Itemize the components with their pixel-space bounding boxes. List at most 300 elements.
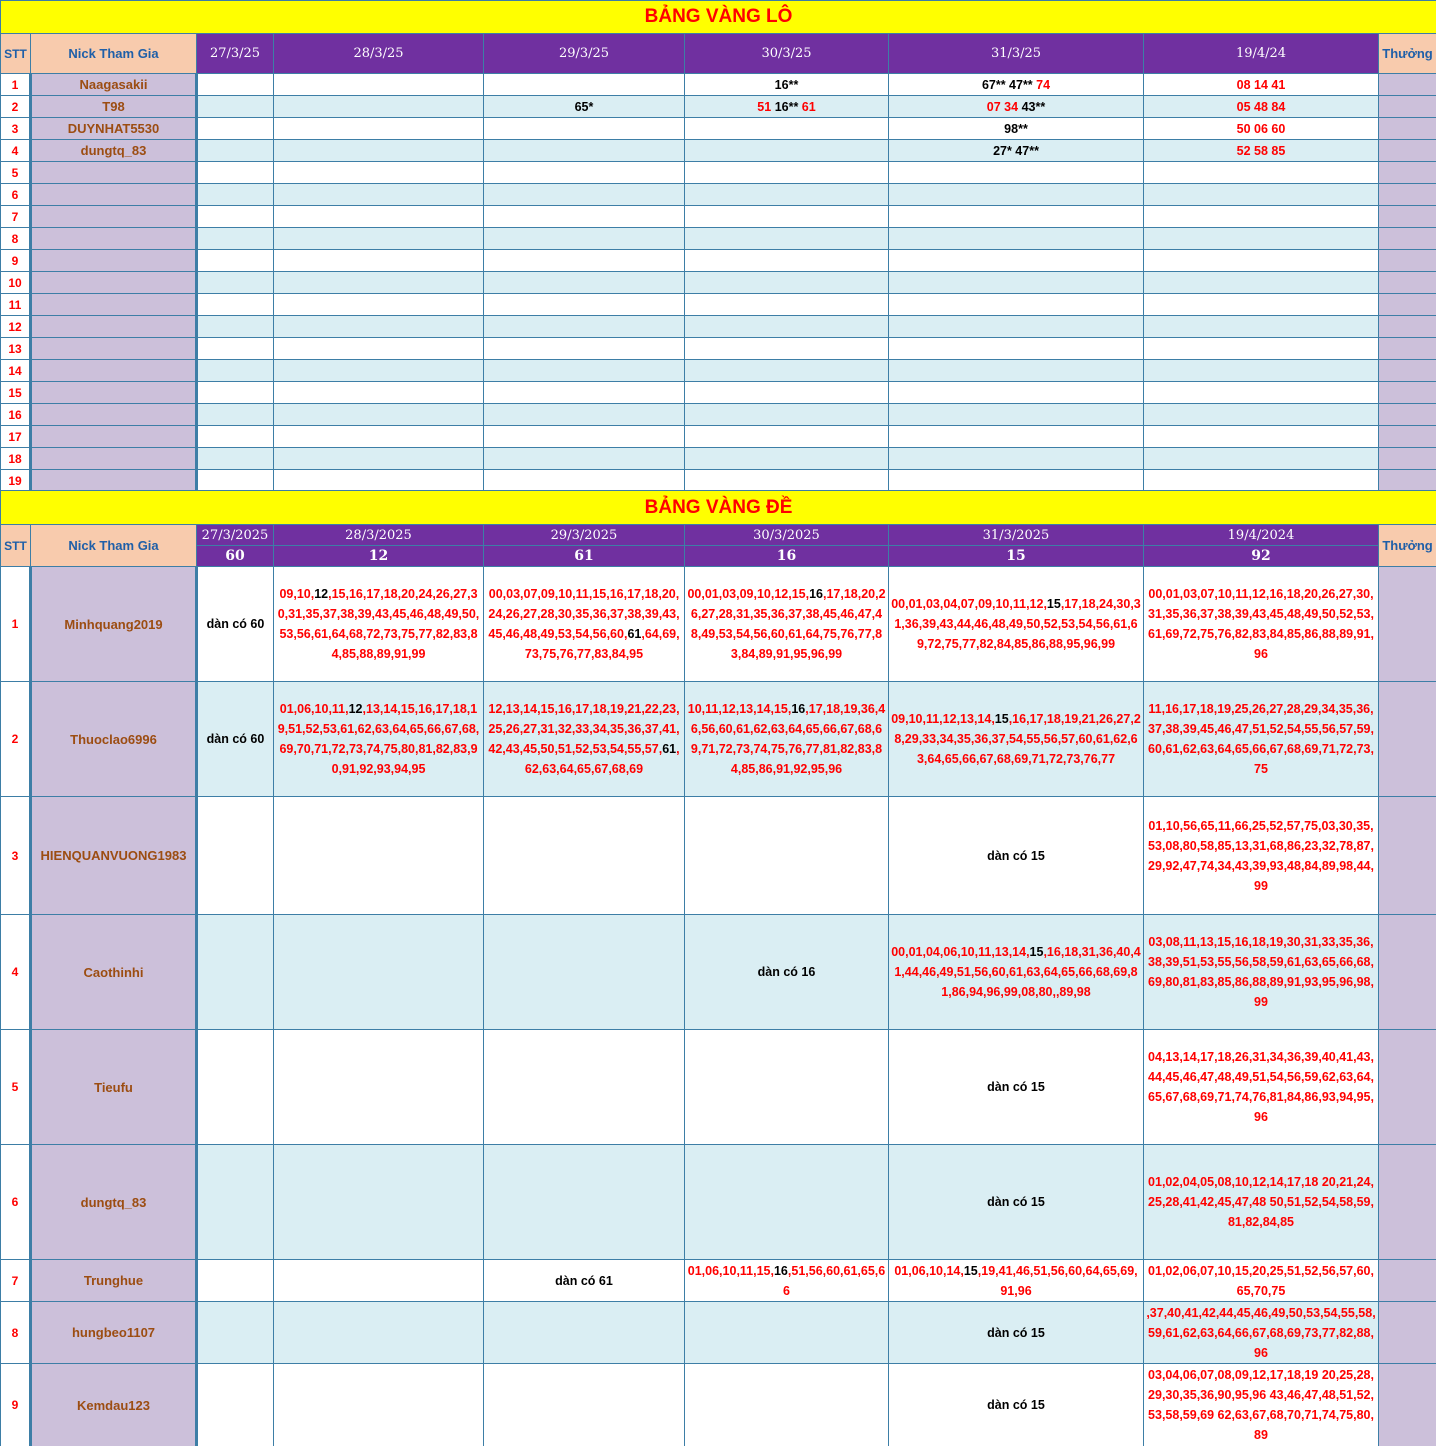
stt-cell: 4 — [1, 915, 31, 1030]
date-cell — [484, 1302, 685, 1364]
de-thuong-header: Thưởng — [1379, 525, 1436, 567]
thuong-cell — [1379, 470, 1436, 492]
thuong-cell — [1379, 96, 1436, 118]
nick-cell — [31, 360, 197, 382]
date-cell — [1144, 118, 1379, 140]
date-cell — [685, 74, 889, 96]
cell-value-segment: dàn có 60 — [206, 617, 265, 631]
thuong-cell — [1379, 382, 1436, 404]
thuong-cell — [1379, 1030, 1436, 1145]
date-cell — [197, 1145, 274, 1260]
date-cell — [197, 682, 274, 797]
date-cell — [197, 250, 274, 272]
date-cell — [197, 915, 274, 1030]
cell-value-segment: 04,13,14,17,18,26,31,34,36,39,40,41,43,44,45,46,47,48,49,51,54,56,59,62,63,64,65,67,68,69,71,74,76,81,84,86,93,94,95,96 — [1148, 1050, 1374, 1124]
table-row — [1, 382, 1436, 404]
thuong-cell — [1379, 567, 1436, 682]
table-row — [1, 74, 1436, 96]
cell-value-segment: dàn có 15 — [987, 1398, 1045, 1412]
table-row — [1, 206, 1436, 228]
date-cell — [197, 1030, 274, 1145]
cell-value-segment: 15 — [963, 1263, 978, 1278]
date-cell — [685, 1364, 889, 1446]
nick-cell — [31, 426, 197, 448]
table-row — [1, 118, 1436, 140]
lo-date-header: 29/3/25 — [484, 34, 685, 74]
de-result: 16 — [685, 546, 889, 567]
stt-cell: 14 — [1, 360, 31, 382]
date-cell — [274, 1145, 484, 1260]
nick-cell — [31, 272, 197, 294]
date-cell — [889, 316, 1144, 338]
date-cell — [274, 228, 484, 250]
date-cell — [484, 294, 685, 316]
table-row — [1, 915, 1436, 1030]
de-nick-header: Nick Tham Gia — [31, 525, 197, 567]
date-cell — [197, 1302, 274, 1364]
date-cell — [274, 338, 484, 360]
cell-value-segment: 00,01,03,07,10,11,12,16,18,20,26,27,30,31,35,36,37,38,39,43,45,48,49,50,52,53,61,69,72,75,76,82,83,84,85,86,88,89,91,96 — [1148, 587, 1374, 661]
date-cell — [1144, 294, 1379, 316]
stt-cell: 9 — [1, 250, 31, 272]
date-cell — [685, 1145, 889, 1260]
cell-value-segment: 65* — [574, 99, 594, 114]
table-row — [1, 797, 1436, 915]
cell-value-segment: 16 — [773, 1263, 788, 1278]
cell-value-segment: 00,03,07,09,10,11,15,16,17,18,20,24,26,27,28,30,35,36,37,38,39,43,45,46,48,49,53,54,56,60, — [488, 587, 680, 641]
de-result: 12 — [274, 546, 484, 567]
date-cell — [889, 360, 1144, 382]
date-cell — [274, 250, 484, 272]
cell-value-segment: 67** 47** — [981, 77, 1037, 92]
nick-cell: Caothinhi — [31, 915, 197, 1030]
date-cell — [1144, 448, 1379, 470]
nick-cell — [31, 294, 197, 316]
nick-cell — [31, 162, 197, 184]
date-cell — [274, 404, 484, 426]
table-row — [1, 272, 1436, 294]
table-row — [1, 470, 1436, 492]
thuong-cell — [1379, 915, 1436, 1030]
date-cell — [197, 228, 274, 250]
stt-cell: 7 — [1, 1260, 31, 1302]
date-cell — [889, 118, 1144, 140]
date-cell — [889, 184, 1144, 206]
date-cell — [274, 1302, 484, 1364]
date-cell — [889, 250, 1144, 272]
thuong-cell — [1379, 797, 1436, 915]
cell-value-segment: 01,02,06,07,10,15,20,25,51,52,56,57,60,65,70,75 — [1148, 1263, 1374, 1298]
date-cell — [484, 206, 685, 228]
stt-cell: 2 — [1, 96, 31, 118]
date-cell — [685, 426, 889, 448]
date-cell — [889, 162, 1144, 184]
lo-date-header: 27/3/25 — [197, 34, 274, 74]
date-cell — [197, 404, 274, 426]
date-cell — [484, 184, 685, 206]
lo-table — [0, 0, 1436, 492]
date-cell — [197, 382, 274, 404]
date-cell — [889, 294, 1144, 316]
de-date-header: 29/3/2025 — [484, 525, 685, 546]
date-cell — [274, 184, 484, 206]
thuong-cell — [1379, 1364, 1436, 1446]
date-cell — [1144, 1145, 1379, 1260]
nick-cell: DUYNHAT5530 — [31, 118, 197, 140]
nick-cell: Minhquang2019 — [31, 567, 197, 682]
cell-value-segment: dàn có 16 — [757, 965, 816, 979]
de-date-header: 19/4/2024 — [1144, 525, 1379, 546]
cell-value-segment: 00,01,04,06,10,11,13,14, — [891, 945, 1030, 959]
date-cell — [889, 915, 1144, 1030]
de-date-header: 31/3/2025 — [889, 525, 1144, 546]
cell-value-segment: 01,06,10,14, — [894, 1263, 964, 1278]
date-cell — [484, 140, 685, 162]
nick-cell — [31, 382, 197, 404]
date-cell — [274, 1030, 484, 1145]
date-cell — [197, 426, 274, 448]
table-row — [1, 1302, 1436, 1364]
date-cell — [889, 404, 1144, 426]
date-cell — [1144, 404, 1379, 426]
cell-value-segment: 03,04,06,07,08,09,12,17,18,19 20,25,28,29,30,35,36,90,95,96 43,46,47,48,51,52,53,58,59,69 62,63,67,68,70,71,74,75,80,89 — [1148, 1368, 1374, 1442]
nick-cell: Thuoclao6996 — [31, 682, 197, 797]
stt-cell: 6 — [1, 184, 31, 206]
stt-cell: 17 — [1, 426, 31, 448]
date-cell — [1144, 426, 1379, 448]
date-cell — [889, 382, 1144, 404]
date-cell — [685, 1260, 889, 1302]
date-cell — [274, 1260, 484, 1302]
stt-cell: 19 — [1, 470, 31, 492]
cell-value-segment: ,15,16,17,18,20,24,26,27,30,31,35,37,38,39,43,45,46,48,49,50,53,56,61,64,68,72,73,75,77,82,83,84,85,88,89,91,99 — [277, 587, 480, 661]
lo-thuong-header: Thưởng — [1379, 34, 1436, 74]
date-cell — [1144, 915, 1379, 1030]
cell-value-segment: 09,10,11,12,13,14, — [891, 712, 995, 726]
de-title: BẢNG VÀNG ĐỀ — [1, 491, 1436, 525]
date-cell — [1144, 1030, 1379, 1145]
date-cell — [484, 382, 685, 404]
date-cell — [685, 404, 889, 426]
stt-cell: 3 — [1, 118, 31, 140]
date-cell — [197, 797, 274, 915]
thuong-cell — [1379, 184, 1436, 206]
date-cell — [484, 448, 685, 470]
nick-cell: Naagasakii — [31, 74, 197, 96]
cell-value-segment: 61 — [627, 627, 642, 641]
stt-cell: 12 — [1, 316, 31, 338]
date-cell — [484, 404, 685, 426]
date-cell — [889, 272, 1144, 294]
date-cell — [197, 360, 274, 382]
date-cell — [484, 316, 685, 338]
date-cell — [889, 206, 1144, 228]
date-cell — [1144, 206, 1379, 228]
cell-value-segment: 08 14 41 — [1236, 77, 1286, 92]
stt-cell: 5 — [1, 1030, 31, 1145]
cell-value-segment: 15 — [1029, 945, 1044, 959]
date-cell — [1144, 140, 1379, 162]
date-cell — [685, 118, 889, 140]
cell-value-segment: 61 — [662, 742, 677, 756]
date-cell — [685, 294, 889, 316]
stt-cell: 10 — [1, 272, 31, 294]
de-result: 61 — [484, 546, 685, 567]
table-row — [1, 294, 1436, 316]
date-cell — [1144, 360, 1379, 382]
cell-value-segment: 27* 47** — [993, 143, 1039, 158]
stt-cell: 1 — [1, 567, 31, 682]
date-cell — [274, 448, 484, 470]
date-cell — [889, 682, 1144, 797]
nick-cell: dungtq_83 — [31, 1145, 197, 1260]
date-cell — [274, 140, 484, 162]
de-stt-header: STT — [1, 525, 31, 567]
date-cell — [484, 118, 685, 140]
date-cell — [889, 1364, 1144, 1446]
nick-cell: hungbeo1107 — [31, 1302, 197, 1364]
de-result: 60 — [197, 546, 274, 567]
thuong-cell — [1379, 206, 1436, 228]
table-row — [1, 162, 1436, 184]
cell-value-segment: dàn có 15 — [987, 1325, 1045, 1340]
date-cell — [889, 1302, 1144, 1364]
date-cell — [197, 96, 274, 118]
thuong-cell — [1379, 294, 1436, 316]
date-cell — [685, 567, 889, 682]
cell-value-segment: 15 — [994, 712, 1009, 726]
lo-date-header: 30/3/25 — [685, 34, 889, 74]
date-cell — [889, 140, 1144, 162]
nick-cell — [31, 470, 197, 492]
cell-value-segment: 50 06 60 — [1236, 121, 1286, 136]
cell-value-segment: 01,10,56,65,11,66,25,52,57,75,03,30,35,53,08,80,58,85,13,31,68,86,23,32,78,87,29,92,47,74,34,43,39,93,48,84,89,98,44,99 — [1148, 818, 1374, 893]
date-cell — [889, 1260, 1144, 1302]
cell-value-segment: 16 — [791, 702, 806, 716]
stt-cell: 1 — [1, 74, 31, 96]
date-cell — [685, 1302, 889, 1364]
date-cell — [484, 338, 685, 360]
cell-value-segment: ,16,18,31,36,40,41,44,46,49,51,56,60,61,63,64,65,66,68,69,81,86,94,96,99,08,80,,89,98 — [894, 945, 1141, 999]
table-row — [1, 338, 1436, 360]
date-cell — [197, 338, 274, 360]
date-cell — [484, 1364, 685, 1446]
stt-cell: 2 — [1, 682, 31, 797]
date-cell — [274, 470, 484, 492]
stt-cell: 4 — [1, 140, 31, 162]
date-cell — [889, 470, 1144, 492]
date-cell — [685, 316, 889, 338]
date-cell — [685, 682, 889, 797]
cell-value-segment: ,19,41,46,51,56,60,64,65,69,91,96 — [977, 1263, 1138, 1298]
date-cell — [1144, 184, 1379, 206]
date-cell — [1144, 338, 1379, 360]
date-cell — [1144, 797, 1379, 915]
cell-value-segment: ,17,18,20,26,27,28,31,35,36,37,38,45,46,47,48,49,53,54,56,60,61,64,75,76,77,83,84,89,91,95,96,99 — [690, 587, 886, 661]
date-cell — [274, 162, 484, 184]
table-row — [1, 426, 1436, 448]
cell-value-segment: 15 — [1046, 597, 1061, 611]
cell-value-segment: 12 — [348, 702, 363, 716]
stt-cell: 18 — [1, 448, 31, 470]
date-cell — [685, 96, 889, 118]
date-cell — [484, 272, 685, 294]
thuong-cell — [1379, 162, 1436, 184]
thuong-cell — [1379, 404, 1436, 426]
cell-value-segment: dàn có 15 — [987, 1195, 1045, 1209]
stt-cell: 9 — [1, 1364, 31, 1446]
date-cell — [484, 96, 685, 118]
date-cell — [1144, 96, 1379, 118]
cell-value-segment: dàn có 60 — [206, 732, 265, 746]
cell-value-segment: 01,06,10,11, — [279, 702, 349, 716]
date-cell — [1144, 272, 1379, 294]
date-cell — [274, 294, 484, 316]
nick-cell: dungtq_83 — [31, 140, 197, 162]
lo-date-header: 28/3/25 — [274, 34, 484, 74]
date-cell — [197, 140, 274, 162]
cell-value-segment: 74 — [1036, 77, 1051, 92]
date-cell — [889, 426, 1144, 448]
date-cell — [274, 74, 484, 96]
nick-cell: Kemdau123 — [31, 1364, 197, 1446]
de-result: 15 — [889, 546, 1144, 567]
nick-cell: HIENQUANVUONG1983 — [31, 797, 197, 915]
date-cell — [484, 360, 685, 382]
date-cell — [274, 682, 484, 797]
date-cell — [889, 338, 1144, 360]
de-date-header: 30/3/2025 — [685, 525, 889, 546]
thuong-cell — [1379, 1260, 1436, 1302]
table-row — [1, 1260, 1436, 1302]
cell-value-segment: 52 58 85 — [1236, 143, 1286, 158]
cell-value-segment: 61 — [801, 99, 816, 114]
table-row — [1, 316, 1436, 338]
nick-cell — [31, 448, 197, 470]
cell-value-segment: 01,02,04,05,08,10,12,14,17,18 20,21,24,25,28,41,42,45,47,48 50,51,52,54,58,59,81,82,84,85 — [1148, 1175, 1374, 1229]
date-cell — [274, 426, 484, 448]
date-cell — [197, 74, 274, 96]
date-cell — [484, 797, 685, 915]
cell-value-segment: 43** — [1021, 99, 1046, 114]
date-cell — [274, 96, 484, 118]
cell-value-segment: 98** — [1004, 121, 1028, 136]
date-cell — [685, 140, 889, 162]
nick-cell: T98 — [31, 96, 197, 118]
table-row — [1, 1145, 1436, 1260]
cell-value-segment: 03,08,11,13,15,16,18,19,30,31,33,35,36,38,39,51,53,55,56,58,59,61,63,65,66,68,69,80,81,83,85,86,88,89,91,93,95,96,98,99 — [1148, 935, 1374, 1009]
cell-value-segment: 05 48 84 — [1236, 99, 1286, 114]
table-row — [1, 1030, 1436, 1145]
stt-cell: 5 — [1, 162, 31, 184]
date-cell — [1144, 228, 1379, 250]
date-cell — [889, 1030, 1144, 1145]
cell-value-segment: ,17,18,24,30,31,36,39,43,44,46,48,49,50,52,53,54,56,61,69,72,75,77,82,84,85,86,88,95,96,99 — [894, 597, 1141, 651]
stt-cell: 6 — [1, 1145, 31, 1260]
de-date-header: 27/3/2025 — [197, 525, 274, 546]
date-cell — [197, 184, 274, 206]
date-cell — [1144, 470, 1379, 492]
date-cell — [274, 206, 484, 228]
date-cell — [889, 567, 1144, 682]
thuong-cell — [1379, 228, 1436, 250]
table-row — [1, 404, 1436, 426]
date-cell — [685, 1030, 889, 1145]
date-cell — [1144, 162, 1379, 184]
thuong-cell — [1379, 1145, 1436, 1260]
date-cell — [1144, 1302, 1379, 1364]
stt-cell: 8 — [1, 228, 31, 250]
lo-date-header: 31/3/25 — [889, 34, 1144, 74]
table-row — [1, 184, 1436, 206]
date-cell — [484, 426, 685, 448]
thuong-cell — [1379, 426, 1436, 448]
date-cell — [1144, 250, 1379, 272]
nick-cell — [31, 250, 197, 272]
date-cell — [685, 470, 889, 492]
thuong-cell — [1379, 272, 1436, 294]
thuong-cell — [1379, 1302, 1436, 1364]
cell-value-segment: ,17,18,19,36,46,56,60,61,62,63,64,65,66,67,68,69,71,72,73,74,75,76,77,81,82,83,84,85,86,91,92,95,96 — [690, 702, 886, 776]
cell-value-segment: 16** — [774, 77, 799, 92]
date-cell — [484, 228, 685, 250]
date-cell — [274, 915, 484, 1030]
date-cell — [685, 184, 889, 206]
stt-cell: 13 — [1, 338, 31, 360]
thuong-cell — [1379, 74, 1436, 96]
cell-value-segment: 07 34 — [986, 99, 1022, 114]
cell-value-segment: dàn có 61 — [555, 1273, 613, 1288]
nick-cell — [31, 338, 197, 360]
date-cell — [685, 206, 889, 228]
date-cell — [889, 96, 1144, 118]
stt-cell: 3 — [1, 797, 31, 915]
date-cell — [685, 250, 889, 272]
date-cell — [1144, 1260, 1379, 1302]
date-cell — [685, 797, 889, 915]
lo-nick-header: Nick Tham Gia — [31, 34, 197, 74]
cell-value-segment: 51 — [757, 99, 775, 114]
date-cell — [274, 567, 484, 682]
lo-stt-header: STT — [1, 34, 31, 74]
date-cell — [274, 382, 484, 404]
date-cell — [197, 448, 274, 470]
nick-cell — [31, 184, 197, 206]
date-cell — [274, 360, 484, 382]
lo-title: BẢNG VÀNG LÔ — [1, 1, 1436, 34]
date-cell — [197, 206, 274, 228]
date-cell — [889, 797, 1144, 915]
cell-value-segment: 10,11,12,13,14,15, — [687, 702, 792, 716]
thuong-cell — [1379, 316, 1436, 338]
stt-cell: 15 — [1, 382, 31, 404]
cell-value-segment: 00,01,03,09,10,12,15, — [687, 587, 810, 601]
date-cell — [484, 567, 685, 682]
date-cell — [685, 448, 889, 470]
cell-value-segment: ,37,40,41,42,44,45,46,49,50,53,54,55,58,59,61,62,63,64,66,67,68,69,73,77,82,88,96 — [1146, 1305, 1376, 1360]
table-row — [1, 360, 1436, 382]
date-cell — [1144, 316, 1379, 338]
thuong-cell — [1379, 682, 1436, 797]
de-result: 92 — [1144, 546, 1379, 567]
stt-cell: 8 — [1, 1302, 31, 1364]
nick-cell — [31, 316, 197, 338]
date-cell — [197, 316, 274, 338]
table-row — [1, 682, 1436, 797]
table-row — [1, 228, 1436, 250]
cell-value-segment: ,62,63,64,65,67,68,69 — [524, 742, 680, 776]
cell-value-segment: 16 — [809, 587, 823, 601]
